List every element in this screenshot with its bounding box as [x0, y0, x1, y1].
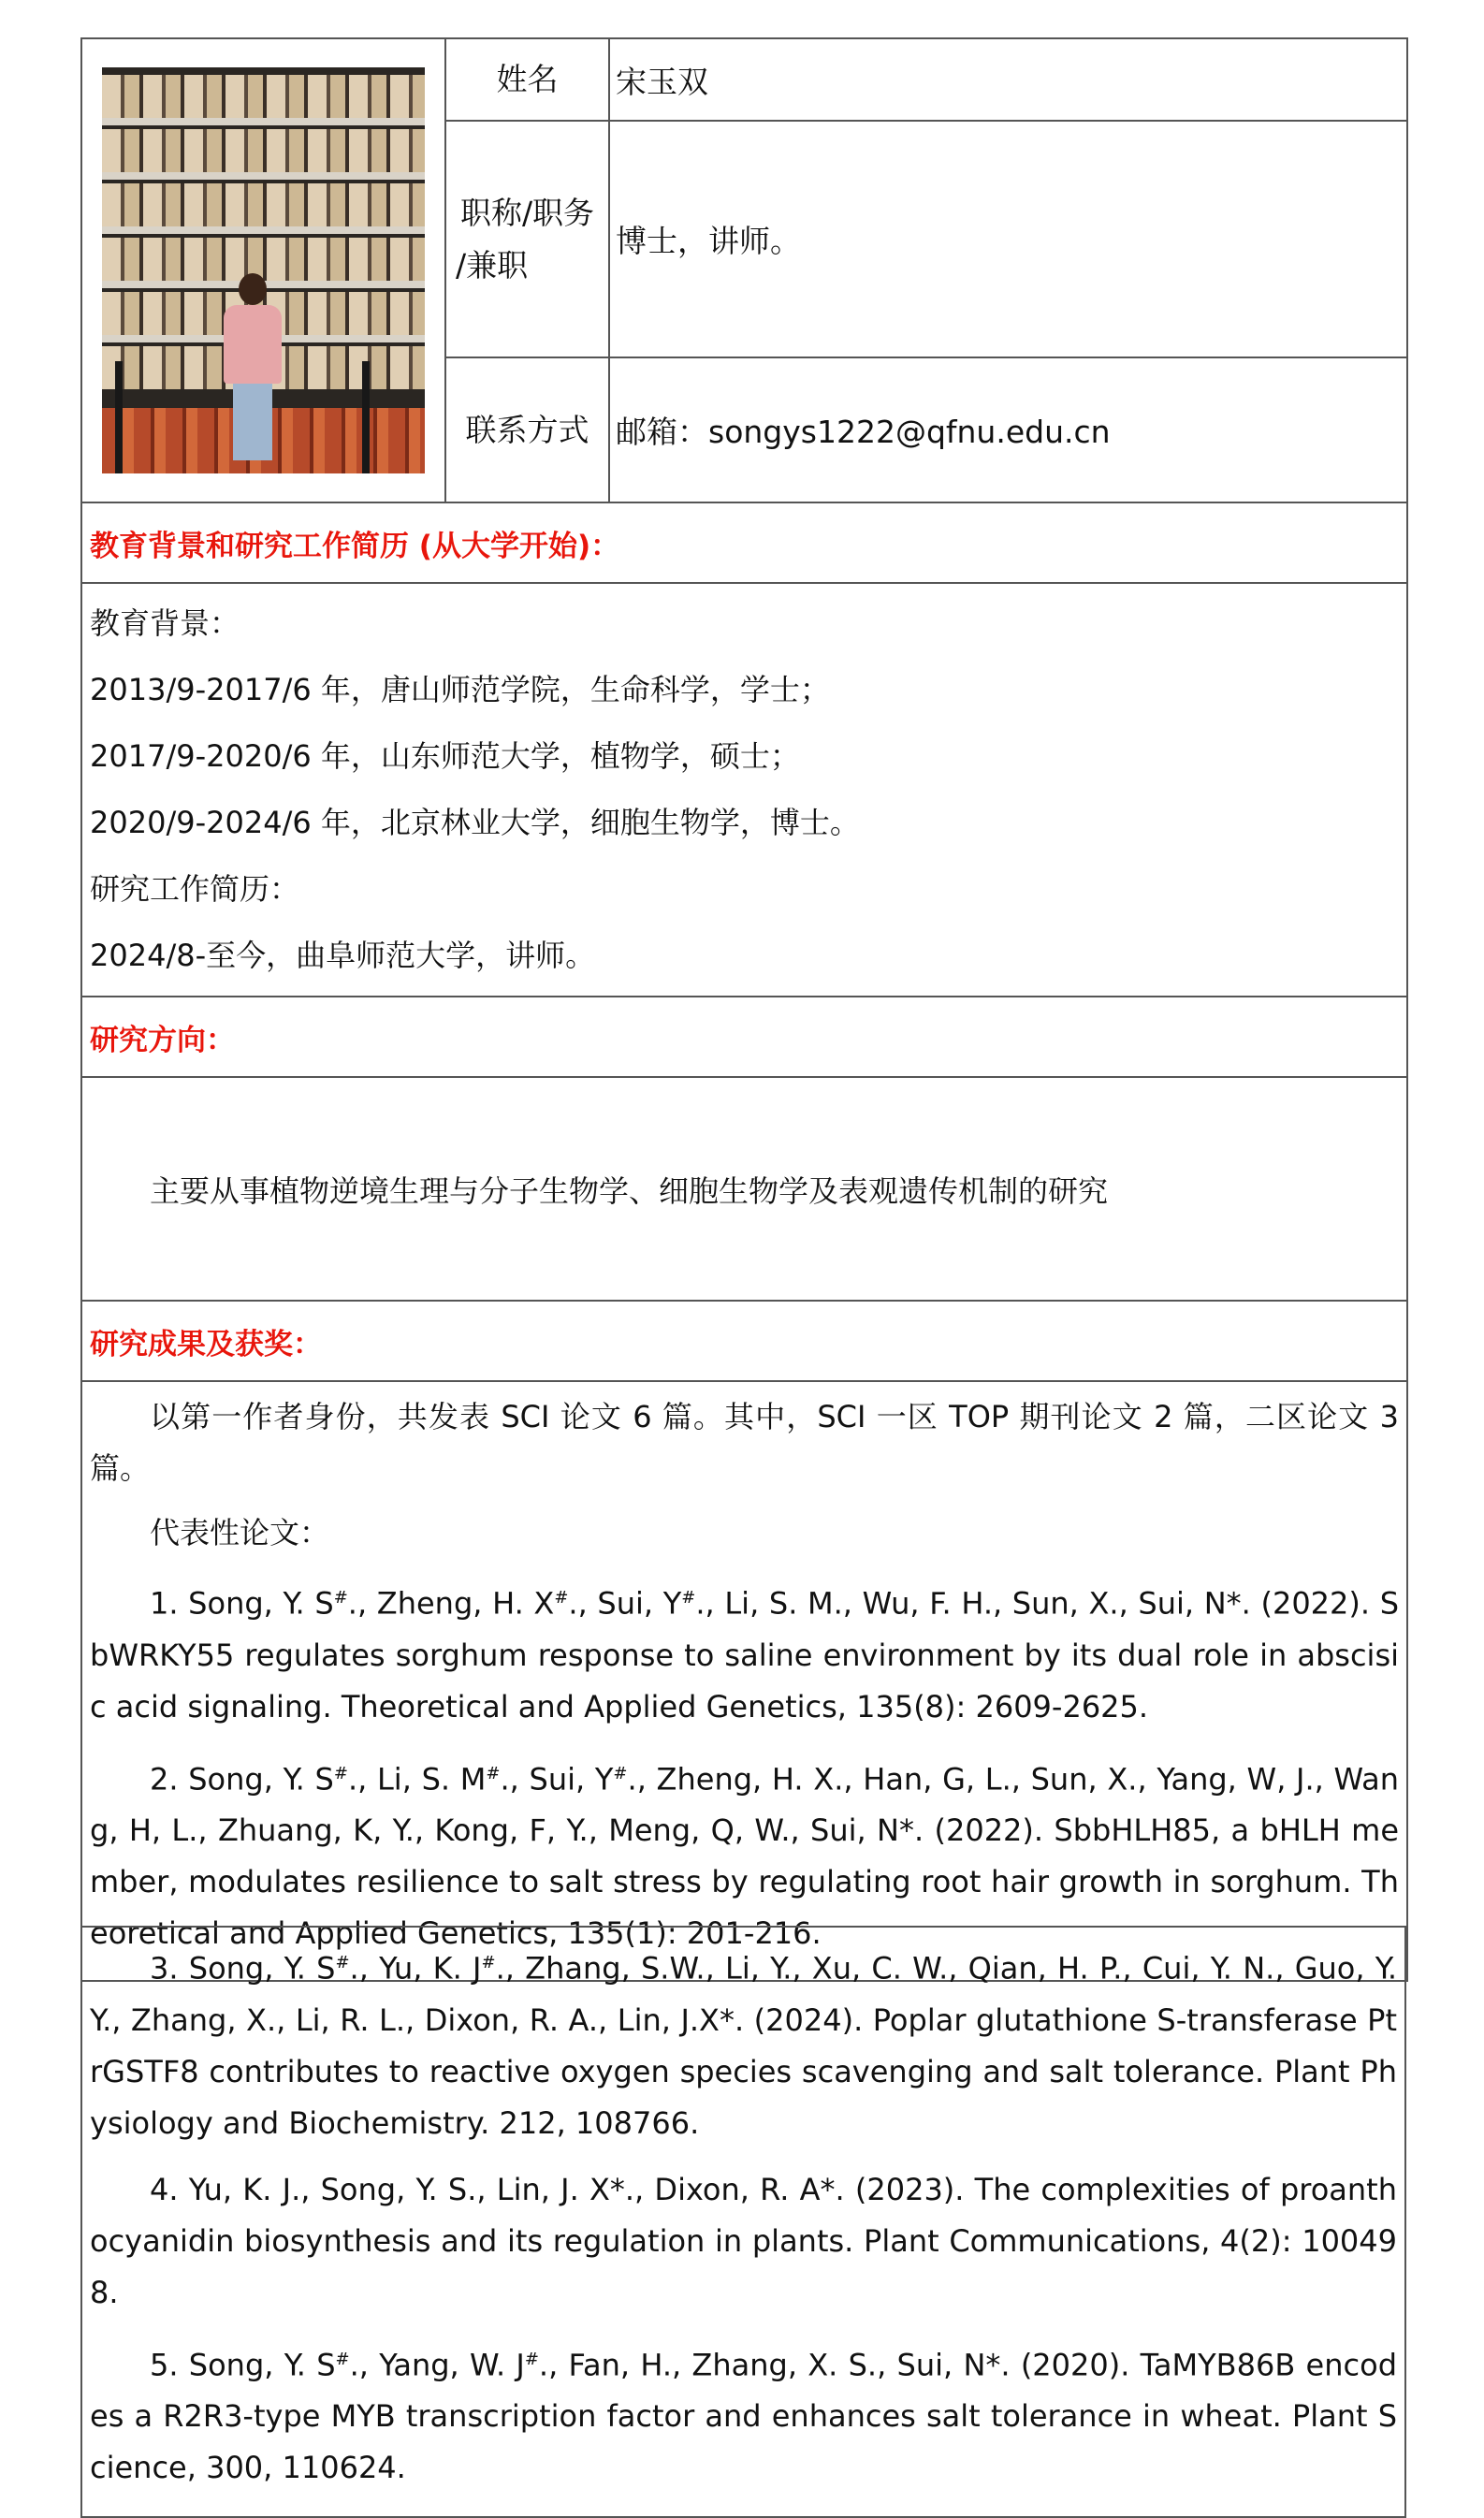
title-label: [445, 121, 609, 357]
education-line: 2024/8-至今，曲阜师范大学，讲师。: [90, 938, 596, 973]
achievements-header: 研究成果及获奖：: [81, 1301, 1407, 1381]
education-line: 2017/9-2020/6 年，山东师范大学，植物学，硕士；: [90, 738, 800, 774]
research-body: [81, 1077, 1407, 1301]
research-text: 主要从事植物逆境生理与分子生物学、细胞生物学及表观遗传机制的研究: [150, 1172, 1109, 1209]
education-line: 2013/9-2017/6 年，唐山师范学院，生命科学，学士；: [90, 672, 830, 707]
title-label-line-1: 职称/职务: [459, 194, 595, 231]
education-body: [81, 583, 1407, 997]
achievements-body: [81, 1381, 1407, 1981]
contact-label: 联系方式: [445, 357, 609, 502]
photo-cell: [81, 38, 445, 502]
papers-continued-table: [80, 1926, 1406, 2518]
title-label-line-2: /兼职: [456, 246, 529, 284]
representative-label: 代表性论文：: [150, 1515, 330, 1550]
education-line: 研究工作简历：: [90, 871, 300, 907]
achievement-summary: 以第一作者身份，共发表 SCI 论文 6 篇。其中，SCI 一区 TOP 期刊论文 2 篇，二区论文 3 篇。: [90, 1399, 1399, 1486]
paper-2: 2. Song, Y. S#., Li, S. M#., Sui, Y#., Zheng, H. X., Han, G, L., Sun, X., Yang, W, J., Wang, H, L., Zhuang, K, Y., Kong, F, Y., Meng, Q, W., Sui, N*. (2022). SbbHLH85, a bHLH member, modulates resilience to salt stress by regulating root hair growth in sorghum. Theoretical and Applied Genetics, 135(1): 201-216.: [90, 1761, 1400, 1952]
name-label: 姓名: [445, 38, 609, 121]
person-figure: [220, 273, 285, 460]
paper-3: 3. Song, Y. S#., Yu, K. J#., Zhang, S.W., Li, Y., Xu, C. W., Qian, H. P., Cui, Y. N., Guo, Y. Y., Zhang, X., Li, R. L., Dixon, R. A., Lin, J.X*. (2024). Poplar glutathione S-transferase PtrGSTF8 contributes to reactive oxygen species scavenging and salt tolerance. Plant Physiology and Biochemistry. 212, 108766.: [90, 1950, 1398, 2141]
education-line: 教育背景：: [90, 605, 240, 641]
profile-photo: [102, 67, 425, 473]
education-header: 教育背景和研究工作简历 (从大学开始)：: [81, 502, 1407, 583]
contact-value[interactable]: 邮箱：songys1222@qfnu.edu.cn: [609, 357, 1407, 502]
paper-1: 1. Song, Y. S#., Zheng, H. X#., Sui, Y#., Li, S. M., Wu, F. H., Sun, X., Sui, N*. (2022). SbWRKY55 regulates sorghum response to saline environment by its dual role in abscisic acid signaling. Theoretical and Applied Genetics, 135(8): 2609-2625.: [90, 1585, 1400, 1725]
education-line: 2020/9-2024/6 年，北京林业大学，细胞生物学，博士。: [90, 805, 860, 840]
papers-continued-body: [81, 1927, 1405, 2517]
profile-table: [80, 37, 1408, 1982]
research-header: 研究方向：: [81, 997, 1407, 1077]
name-value: 宋玉双: [609, 38, 1407, 121]
title-value: 博士，讲师。: [609, 121, 1407, 357]
paper-4: 4. Yu, K. J., Song, Y. S., Lin, J. X*., Dixon, R. A*. (2023). The complexities of proanthocyanidin biosynthesis and its regulation in plants. Plant Communications, 4(2): 100498.: [90, 2171, 1397, 2310]
paper-5: 5. Song, Y. S#., Yang, W. J#., Fan, H., Zhang, X. S., Sui, N*. (2020). TaMYB86B encodes a R2R3-type MYB transcription factor and enhances salt tolerance in wheat. Plant Science, 300, 110624.: [90, 2347, 1398, 2486]
